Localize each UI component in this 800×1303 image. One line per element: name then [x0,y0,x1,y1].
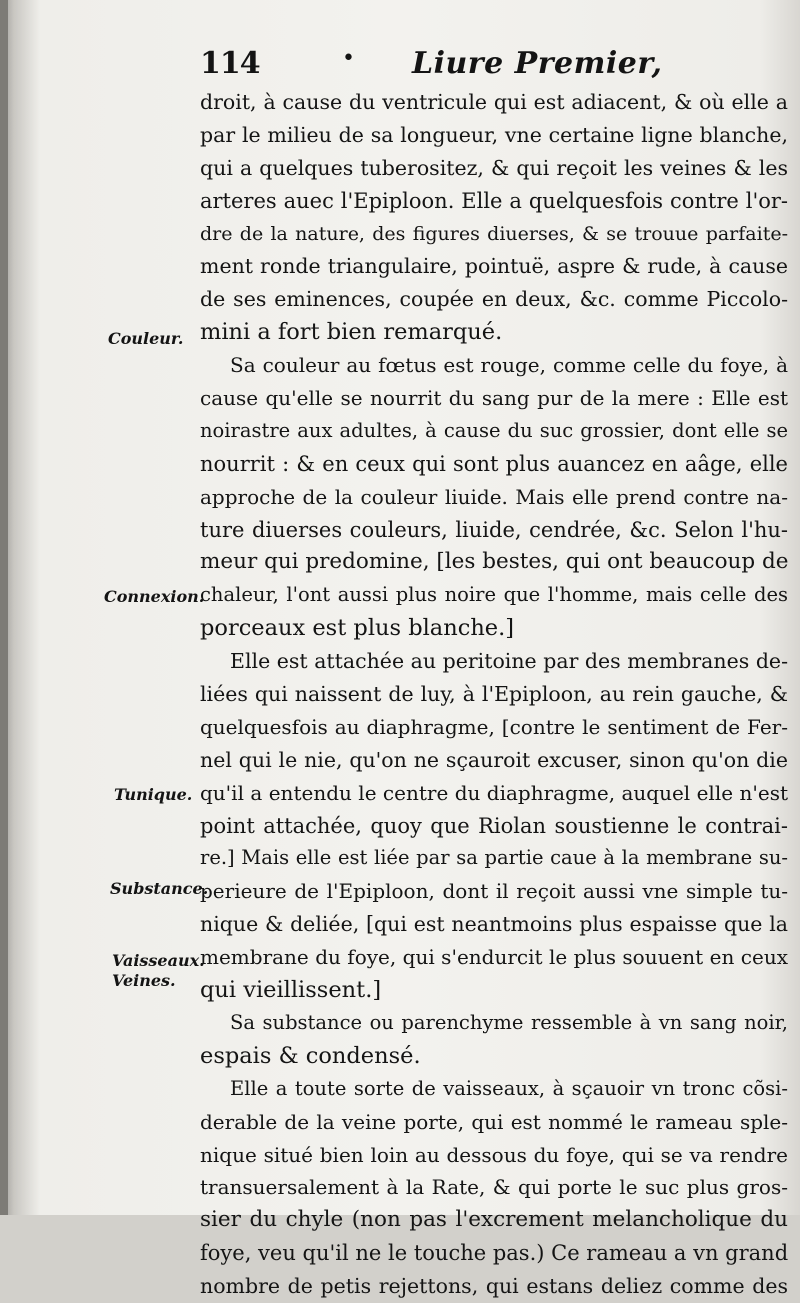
page-gutter-shadow [0,0,8,1215]
text-line: dre de la nature, des figures diuerses, & se trouue parfaite- [200,222,788,245]
text-line: nique situé bien loin au dessous du foye, qui se va rendre [200,1142,788,1167]
running-head: Liure Premier, [412,46,663,81]
margin-note-substance: Substance. [110,879,209,898]
text-line: noirastre aux adultes, à cause du suc grossier, dont elle se [200,418,788,442]
text-line: re.] Mais elle est liée par sa partie caue à la membrane su- [200,846,788,870]
header-ornament: • [342,46,355,71]
text-line: Elle est attachée au peritoine par des membranes de- [230,649,788,674]
text-line: nel qui le nie, qu'on ne sçauroit excuser, sinon qu'on die [200,747,788,772]
text-line: meur qui predomine, [les bestes, qui ont beaucoup de [200,549,789,575]
body-text [200,86,788,1303]
text-line: transuersalement à la Rate, & qui porte le suc plus gros- [200,1175,788,1200]
margin-note-couleur: Couleur. [108,329,184,348]
text-line: qui vieillissent.] [200,977,382,1004]
text-line: quelquesfois au diaphragme, [contre le sentiment de Fer- [200,714,788,739]
text-line: nourrit : & en ceux qui sont plus auancez en aâge, elle [200,451,788,476]
text-line: arteres auec l'Epiploon. Elle a quelquesfois contre l'or- [200,188,788,213]
text-line: derable de la veine porte, qui est nommé le rameau sple- [200,1109,788,1134]
text-line: point attachée, quoy que Riolan soustienne le contrai- [200,813,788,838]
text-line: approche de la couleur liuide. Mais elle prend contre na- [200,484,788,509]
margin-note-veines: Veines. [112,971,176,990]
text-line: cause qu'elle se nourrit du sang pur de la mere : Elle est [200,386,788,411]
text-line: droit, à cause du ventricule qui est adiacent, & où elle a [200,90,788,114]
text-line: chaleur, l'ont aussi plus noire que l'homme, mais celle des [200,583,788,607]
text-line: membrane du foye, qui s'endurcit le plus souuent en ceux [200,945,788,970]
text-line: espais & condensé. [200,1042,421,1069]
page-header [0,46,800,86]
text-line: perieure de l'Epiploon, dont il reçoit aussi vne simple tu- [200,879,788,904]
text-line: porceaux est plus blanche.] [200,615,515,642]
text-line: foye, veu qu'il ne le touche pas.) Ce rameau a vn grand [200,1241,789,1266]
text-line: mini a fort bien remarqué. [200,319,503,346]
text-line: sier du chyle (non pas l'excrement melancholique du [200,1207,788,1233]
page-number: 114 [200,46,260,81]
text-line: qu'il a entendu le centre du diaphragme, auquel elle n'est [200,780,788,805]
text-line: Sa substance ou parenchyme ressemble à vn sang noir, [230,1010,788,1034]
text-line: nombre de petis rejettons, qui estans deliez comme des [200,1274,788,1299]
text-line: Elle a toute sorte de vaisseaux, à sçauoir vn tronc cõsi- [230,1076,788,1100]
text-line: ment ronde triangulaire, pointuë, aspre & rude, à cause [200,254,788,279]
text-line: nique & deliée, [qui est neantmoins plus espaisse que la [200,912,788,937]
text-line: qui a quelques tuberositez, & qui reçoit les veines & les [200,155,788,180]
margin-note-tunique: Tunique. [114,785,193,804]
text-line: Sa couleur au fœtus est rouge, comme celle du foye, à [230,353,788,378]
text-line: ture diuerses couleurs, liuide, cendrée, &c. Selon l'hu- [200,517,788,542]
margin-note-connexion: Connexion. [104,587,205,606]
margin-note-vaisseaux: Vaisseaux. [112,951,205,970]
text-line: de ses eminences, coupée en deux, &c. comme Piccolo- [200,287,788,312]
text-line: par le milieu de sa longueur, vne certaine ligne blanche, [200,122,788,147]
text-line: liées qui naissent de luy, à l'Epiploon, au rein gauche, & [200,682,788,707]
